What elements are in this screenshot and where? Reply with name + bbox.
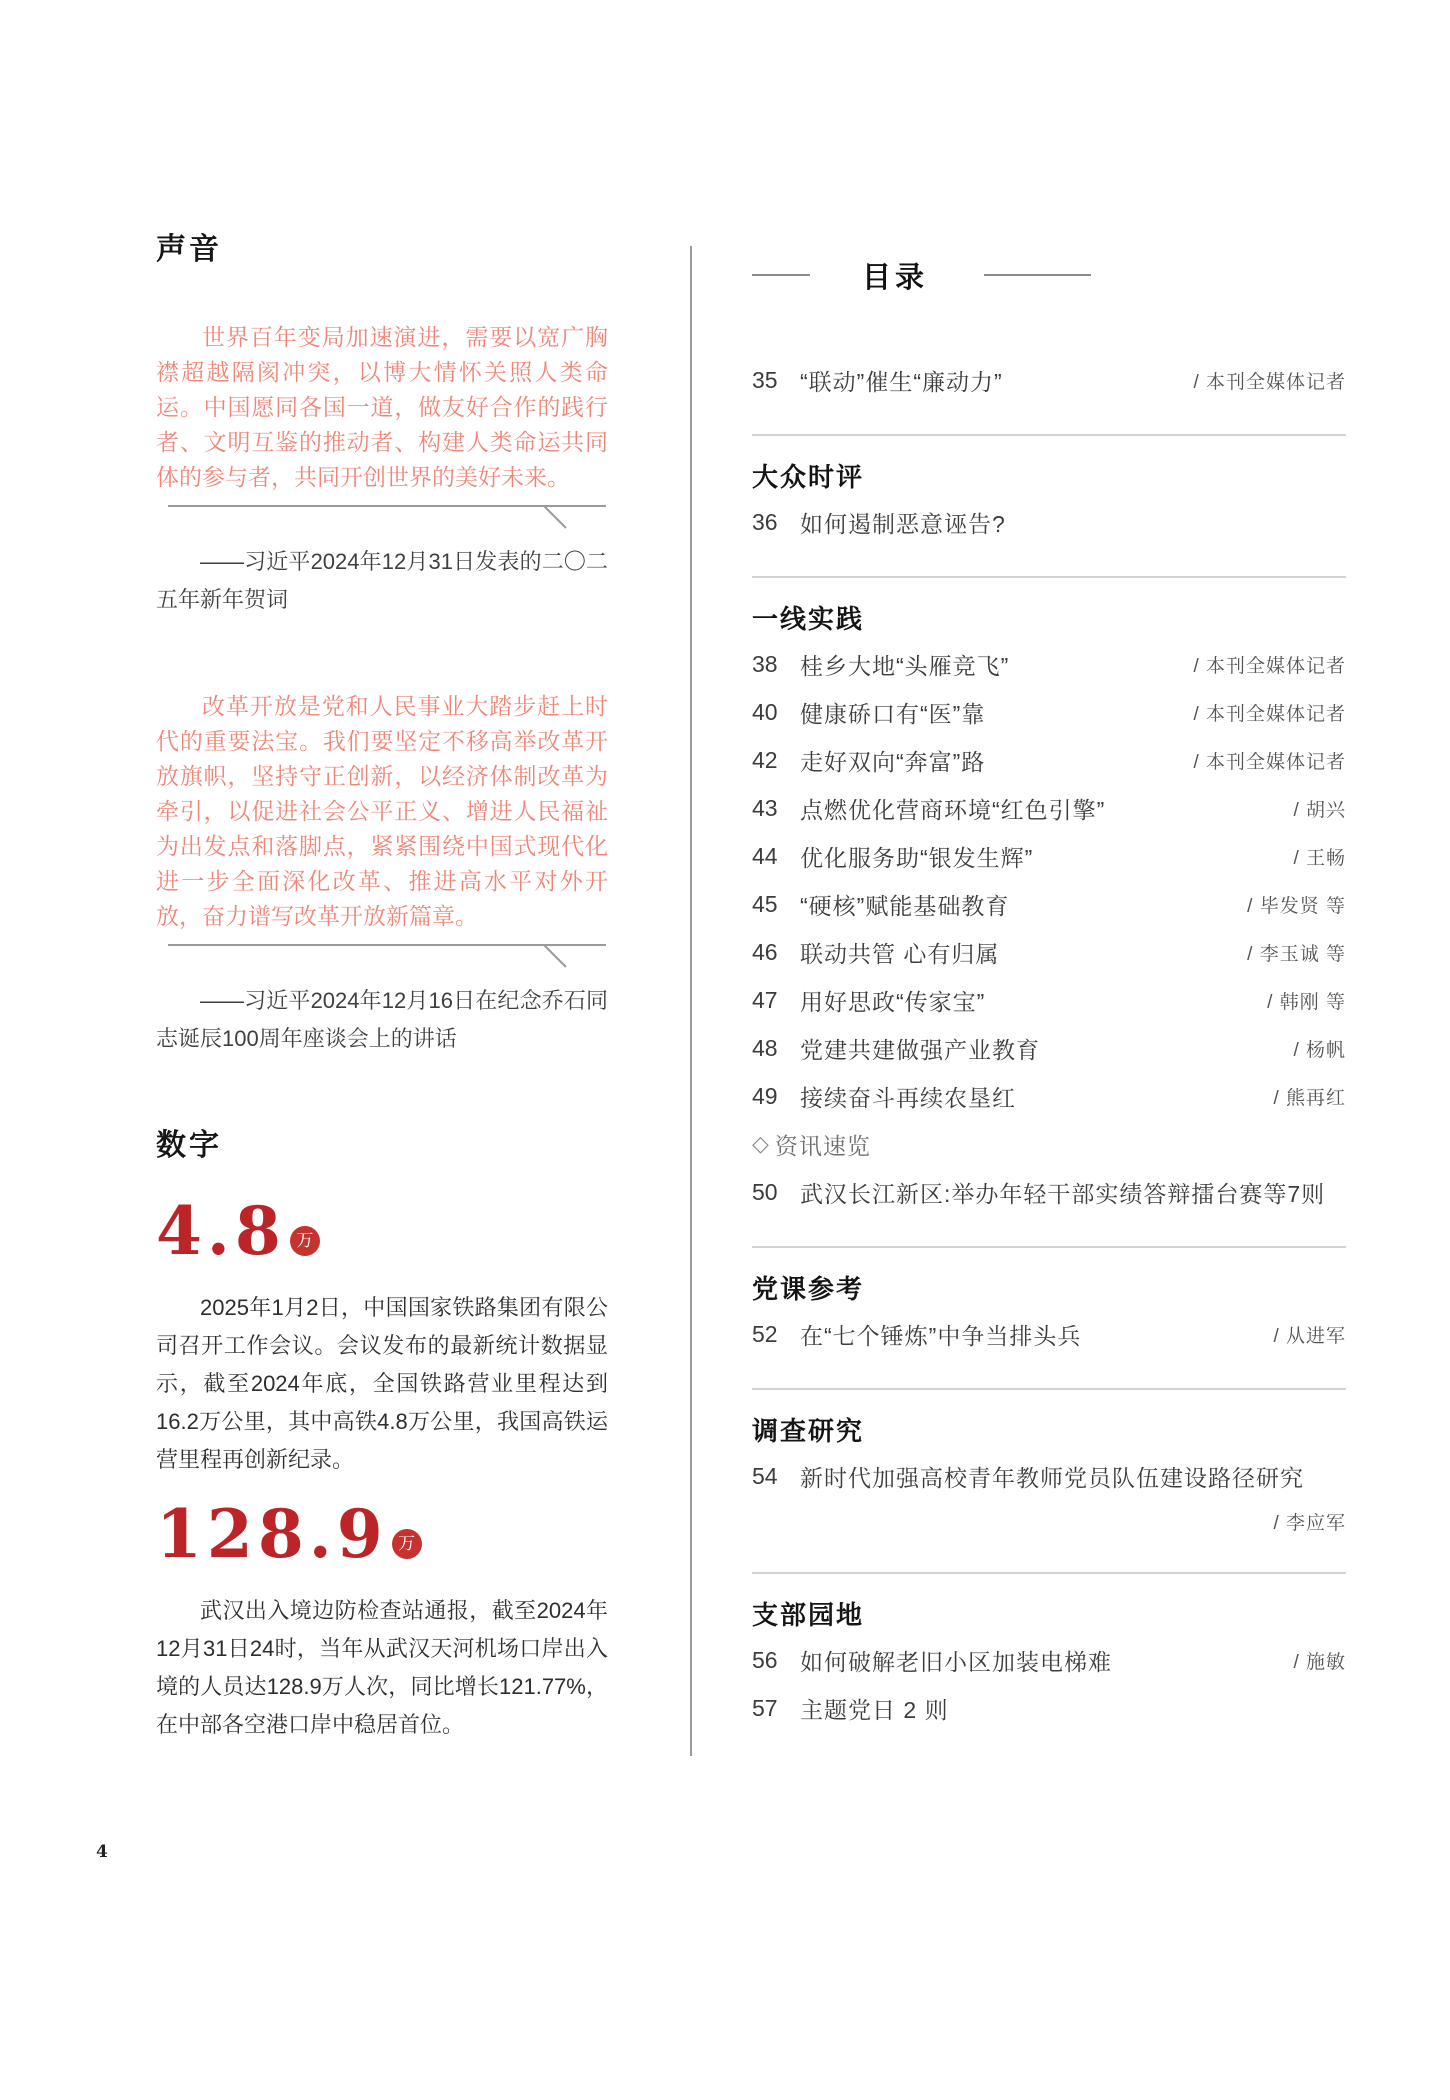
toc-header xyxy=(752,252,1346,298)
toc-entry-author: / 胡兴 xyxy=(1293,799,1346,821)
toc-entry xyxy=(752,1168,1346,1216)
toc-entry-page: 36 xyxy=(752,508,778,535)
toc-entry-page: 46 xyxy=(752,938,778,965)
toc-entry-author: / 熊再红 xyxy=(1273,1087,1346,1109)
toc-entry-page: 40 xyxy=(752,698,778,725)
toc-entry-title: 武汉长江新区:举办年轻干部实绩答辩擂台赛等7则 xyxy=(800,1180,1326,1207)
toc-entry xyxy=(752,1636,1346,1684)
quote-separator xyxy=(156,501,608,529)
toc-entry-page: 50 xyxy=(752,1178,778,1205)
toc-entry-author: / 王畅 xyxy=(1293,847,1346,869)
toc-entry-page: 56 xyxy=(752,1646,778,1673)
section-rule xyxy=(752,1388,1346,1390)
toc-entry-page: 38 xyxy=(752,650,778,677)
toc-groups xyxy=(752,356,1346,1732)
toc-entry-title: 资讯速览 xyxy=(774,1132,871,1159)
toc-entry-author: / 本刊全媒体记者 xyxy=(1193,751,1346,773)
section-header: 一线实践 xyxy=(752,604,865,634)
voice-quotes xyxy=(156,320,608,1058)
section-rule xyxy=(752,1246,1346,1248)
quote-attribution: ——习近平2024年12月31日发表的二〇二五年新年贺词 xyxy=(156,549,608,612)
section-header: 大众时评 xyxy=(752,462,865,492)
section-rule xyxy=(752,1572,1346,1574)
number-item xyxy=(156,1194,608,1479)
quote-attribution: ——习近平2024年12月16日在纪念乔石同志诞辰100周年座谈会上的讲话 xyxy=(156,988,608,1051)
section-header: 调查研究 xyxy=(752,1416,865,1446)
toc-entry xyxy=(752,880,1346,928)
number-description: 2025年1月2日，中国国家铁路集团有限公司召开工作会议。会议发布的最新统计数据显示，截至2024年底，全国铁路营业里程达到16.2万公里，其中高铁4.8万公里，我国高铁运营里程再创新纪录。 xyxy=(156,1295,608,1472)
toc-entry-title: “硬核”赋能基础教育 xyxy=(800,892,1010,919)
left-column xyxy=(156,232,608,1762)
toc-entry-page: 42 xyxy=(752,746,778,773)
number-description: 武汉出入境边防检查站通报，截至2024年12月31日24时，当年从武汉天河机场口岸出入境的人员达128.9万人次，同比增长121.77%，在中部各空港口岸中稳居首位。 xyxy=(156,1598,608,1737)
toc-entry-title: 优化服务助“银发生辉” xyxy=(800,844,1034,871)
toc-entry-title: 如何破解老旧小区加装电梯难 xyxy=(800,1648,1112,1675)
toc-entry-title: 党建共建做强产业教育 xyxy=(800,1036,1040,1063)
toc-entry-title: 在“七个锤炼”中争当排头兵 xyxy=(800,1322,1082,1349)
toc-entry-author: / 本刊全媒体记者 xyxy=(1193,655,1346,677)
quote-separator xyxy=(156,940,608,968)
wan-unit-badge: 万 xyxy=(290,1226,320,1256)
toc-entry-page: 47 xyxy=(752,986,778,1013)
toc-entry xyxy=(752,736,1346,784)
toc-entry xyxy=(752,976,1346,1024)
toc-entry xyxy=(752,498,1346,546)
voice-heading: 声音 xyxy=(156,233,222,266)
toc-entry xyxy=(752,688,1346,736)
section-header: 党课参考 xyxy=(752,1274,865,1304)
numbers-list xyxy=(156,1194,608,1744)
toc-entry-author-row xyxy=(752,1500,1346,1542)
toc-entry xyxy=(752,1024,1346,1072)
toc-entry-page: 45 xyxy=(752,890,778,917)
toc-entry-title: 走好双向“奔富”路 xyxy=(800,748,986,775)
toc-entry-author: / 施敏 xyxy=(1293,1651,1346,1673)
toc-entry-author: / 韩刚 等 xyxy=(1267,991,1346,1013)
toc-entry xyxy=(752,1684,1346,1732)
toc-entry-page: 49 xyxy=(752,1082,778,1109)
toc-title: 目录 xyxy=(862,261,929,294)
toc-entry-page: 57 xyxy=(752,1694,778,1721)
toc-entry xyxy=(752,928,1346,976)
toc-entry xyxy=(752,832,1346,880)
toc-entry xyxy=(752,784,1346,832)
toc-entry-page: 48 xyxy=(752,1034,778,1061)
toc-entry-page: 54 xyxy=(752,1462,778,1489)
toc-entry-title: 点燃优化营商环境“红色引擎” xyxy=(800,796,1106,823)
toc-entry-page: 52 xyxy=(752,1320,778,1347)
quote-text: 改革开放是党和人民事业大踏步赶上时代的重要法宝。我们要坚定不移高举改革开放旗帜，坚持守正创新，以经济体制改革为牵引，以促进社会公平正义、增进人民福祉为出发点和落脚点，紧紧围绕中国式现代化进一步全面深化改革、推进高水平对外开放，奋力谱写改革开放新篇章。 xyxy=(156,693,608,929)
toc-entry-author: / 李玉诚 等 xyxy=(1247,943,1346,965)
number-item xyxy=(156,1497,608,1744)
toc-entry-page: 44 xyxy=(752,842,778,869)
toc-header-left-dash xyxy=(752,274,810,276)
quote-text: 世界百年变局加速演进，需要以宽广胸襟超越隔阂冲突，以博大情怀关照人类命运。中国愿同各国一道，做友好合作的践行者、文明互鉴的推动者、构建人类命运共同体的参与者，共同开创世界的美好未来。 xyxy=(156,324,608,490)
section-rule xyxy=(752,434,1346,436)
toc-entry xyxy=(752,1310,1346,1358)
toc-header-right-dash xyxy=(984,274,1091,276)
toc-entry-title: 接续奋斗再续农垦红 xyxy=(800,1084,1016,1111)
toc-entry xyxy=(752,1452,1346,1500)
toc-entry-title: “联动”催生“廉动力” xyxy=(800,368,1003,395)
toc-entry-page: 43 xyxy=(752,794,778,821)
column-divider xyxy=(690,246,692,1756)
section-header: 支部园地 xyxy=(752,1600,865,1630)
wan-unit-badge: 万 xyxy=(392,1529,422,1559)
toc-entry-title: 如何遏制恶意诬告? xyxy=(800,510,1006,537)
toc-entry-author: / 杨帆 xyxy=(1293,1039,1346,1061)
big-number-value: 128.9 万 xyxy=(156,1497,608,1572)
toc-entry-title: 新时代加强高校青年教师党员队伍建设路径研究 xyxy=(800,1464,1304,1491)
toc-entry-title: 用好思政“传家宝” xyxy=(800,988,986,1015)
section-rule xyxy=(752,576,1346,578)
numbers-heading: 数字 xyxy=(156,1129,222,1162)
toc-entry-title: 桂乡大地“头雁竞飞” xyxy=(800,652,1010,679)
toc-entry-author: / 本刊全媒体记者 xyxy=(1193,703,1346,725)
table-of-contents xyxy=(752,252,1346,1732)
toc-entry-title: 联动共管 心有归属 xyxy=(800,940,1000,967)
toc-entry xyxy=(752,1120,1346,1168)
diamond-icon: ◇ xyxy=(752,1131,769,1156)
page-number: 4 xyxy=(96,1842,108,1862)
toc-entry-page: 35 xyxy=(752,366,778,393)
toc-entry-author: / 从进军 xyxy=(1273,1325,1346,1347)
quote-block xyxy=(156,320,608,619)
toc-entry-author: / 李应军 xyxy=(1273,1512,1346,1534)
toc-entry xyxy=(752,1072,1346,1120)
toc-entry xyxy=(752,640,1346,688)
big-number-value: 4.8 万 xyxy=(156,1194,608,1269)
toc-entry-title: 健康硚口有“医”靠 xyxy=(800,700,986,727)
toc-entry-title: 主题党日 2 则 xyxy=(800,1696,949,1723)
quote-block xyxy=(156,689,608,1058)
toc-entry-author: / 本刊全媒体记者 xyxy=(1193,371,1346,393)
toc-entry xyxy=(752,356,1346,404)
toc-entry-author: / 毕发贤 等 xyxy=(1247,895,1346,917)
